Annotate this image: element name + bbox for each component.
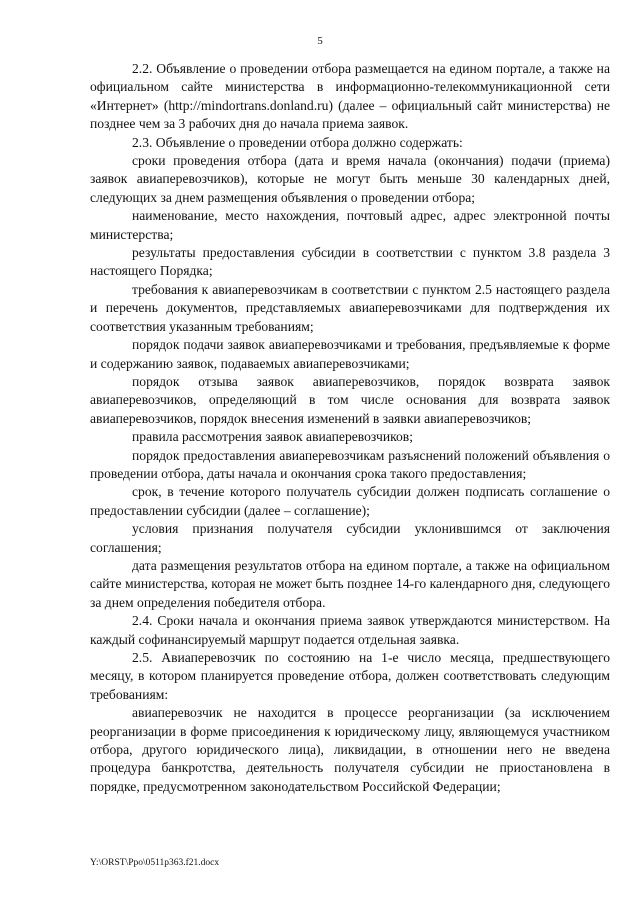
paragraph: требования к авиаперевозчикам в соответствии с пунктом 2.5 настоящего раздела и перечень документов, представляемых авиаперевозчиками для подтверждения их соответствия указанным требованиям; [90, 281, 610, 334]
paragraph: срок, в течение которого получатель субсидии должен подписать соглашение о предоставлении субсидии (далее – соглашение); [90, 484, 610, 518]
paragraph: порядок отзыва заявок авиаперевозчиков, порядок возврата заявок авиаперевозчиков, определяющий в том числе основания для возврата заявок авиаперевозчиков, порядок внесения изменений в заявки авиаперевозчиков; [90, 373, 610, 426]
paragraph: 2.3. Объявление о проведении отбора должно содержать: [132, 134, 463, 150]
paragraph: порядок предоставления авиаперевозчикам разъяснений положений объявления о проведении отбора, даты начала и окончания срока такого предоставления; [90, 447, 610, 481]
page-number: 5 [317, 35, 323, 47]
paragraph: 2.5. Авиаперевозчик по состоянию на 1-е число месяца, предшествующего месяцу, в котором планируется проведение отбора, должен соответствовать следующим требованиям: [90, 650, 610, 702]
paragraph: 2.4. Сроки начала и окончания приема заявок утверждаются министерством. На каждый софинансируемый маршрут подается отдельная заявка. [90, 613, 610, 647]
paragraph: сроки проведения отбора (дата и время начала (окончания) подачи (приема) заявок авиаперевозчиков), которые не могут быть меньше 30 календарных дней, следующих за днем размещения объявления о проведении отбора; [90, 153, 610, 205]
paragraph: результаты предоставления субсидии в соответствии с пунктом 3.8 раздела 3 настоящего Порядка; [90, 245, 610, 279]
paragraph: условия признания получателя субсидии уклонившимся от заключения соглашения; [90, 521, 610, 555]
paragraph: авиаперевозчик не находится в процессе реорганизации (за исключением реорганизации в форме присоединения к юридическому лицу, являющемуся участником отбора, другого юридического лица), ликвидации, в отношении него не введена процедура банкротства, деятельность получателя субсидии не приостановлена в порядке, предусмотренном законодательством Российской Федерации; [90, 705, 610, 794]
footer-file-path: Y:\ORST\Ppo\0511p363.f21.docx [90, 858, 220, 868]
paragraph: 2.2. Объявление о проведении отбора размещается на едином портале, а также на официальном сайте министерства в информационно-телекоммуникационной сети «Интернет» (http://mindortrans.donland.ru) (далее – официальный сайт министерства) не позднее чем за 3 рабочих дня до начала приема заявок. [90, 61, 610, 132]
paragraph: наименование, место нахождения, почтовый адрес, адрес электронной почты министерства; [90, 208, 610, 242]
document-body [90, 60, 610, 796]
paragraph: правила рассмотрения заявок авиаперевозчиков; [132, 429, 414, 445]
paragraph: порядок подачи заявок авиаперевозчиками и требования, предъявляемые к форме и содержанию заявок, подаваемых авиаперевозчиками; [90, 337, 610, 371]
paragraph: дата размещения результатов отбора на едином портале, а также на официальном сайте министерства, которая не может быть позднее 14-го календарного дня, следующего за днем определения победителя отбора. [90, 557, 610, 610]
